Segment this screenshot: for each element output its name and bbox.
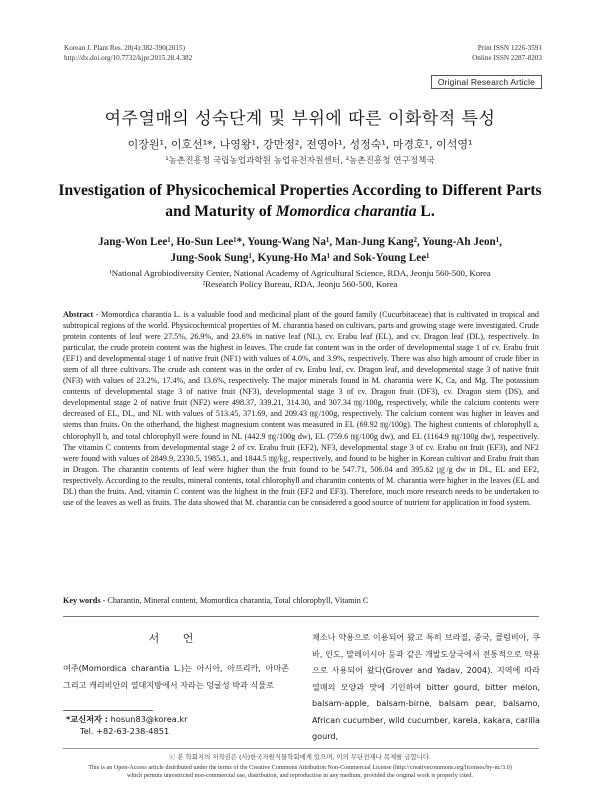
footnote-tel: Tel. +82-63-238-4851 xyxy=(80,726,170,736)
title-suffix: L. xyxy=(416,203,435,220)
title-prefix: and Maturity of xyxy=(165,203,276,220)
abstract-text: - Momordica charantia L. is a valuable food and medicinal plant of the gourd family (Cucurbitaceae) that is cultivated in tropical and subtropical regions of the world. Physicochemical properties of M. charantia based on cultivars, parts and growing stage were investigated. Crude protein contents of leaf were 27.5%, 26.9%, and 23.6% in native leaf (NL), cv. Erabu leaf (EL), and cv. Dragon leaf (DL), respectively. In particular, the crude protein content was the highest in leaves. The crude fat content was in the order of developmental stage 1 of cv. Erabu fruit (EF1) and developmental stage 1 of native fruit (NF1) with values of 4.0%, and 3.9%, respectively. There was also high amount of crude fiber in stem of all three cultivars. The crude ash content was in the order of cv. Erabu leaf, cv. Dragon leaf, and developmental stage 3 of native fruit (NF3) with values of 23.2%, 17.4%, and 13.6%, respectively. The major minerals found in M. charantia were K, Ca, and Mg. The potassium contents of developmental stage 3 of native fruit (NF3), developmental stage 3 of cv. Dragon fruit (DF3), cv. Dragon stem (DS), and developmental stage 2 of native fruit (NF2) were 498.37, 339.21, 314.30, and 307.34 ㎎/100g, respectively, while the calcium contents were decreased of EL, DL, and NL with values of 513.45, 371.69, and 209.43 ㎎/100g, respectively. The calcium content was higher in leaves and stems than fruits. On the otherhand, the highest magnesium content was measured in EL (69.92 ㎎/100g). The highest contents of chlorophyll a, chlorophyll b, and total chlorophyll were found in NL (442.9 ㎎/100g dw), EL (759.6 ㎎/100g dw), and EL (1164.9 ㎎/100g dw), respectively. The vitamin C contents from developmental stage 2 of cv. Erabu fruit (EF2), NF3, developmental stage 3 of cv. Erabu on fruit (EF3), and NF2 were found with values of 2849.9, 2330.5, 1985.1, and 1844.5 ㎎/㎏, respectively, and found to be higher in Korean cultivar and Erabu fruit than in Dragon. The charantin contents of leaf were higher than the fruit found to be 547.71, 506.04 and 395.62 ㎍/g dw in DL, EL and EF2, respectively. According to the results, mineral contents, total chlorophyll and charantin contents of M. charantia were higher in the leaves (EL and DL) than the fruits. And, vitamin C content was the highest in the fruit (EF2 and EF3). Therefore, much more research needs to be undertaken to use of the leaves as well as fruits. The data showed that M. charantia can be considered a good source of nutrient for application in food system. xyxy=(63,310,539,507)
footnote-email[interactable]: hosun83@korea.kr xyxy=(108,714,188,724)
english-authors-line1: Jang-Won Lee¹, Ho-Sun Lee¹*, Young-Wang Na¹, Man-Jung Kang², Young-Ah Jeon¹, xyxy=(98,236,502,248)
footer-divider xyxy=(63,748,539,749)
abstract-label: Abstract xyxy=(63,310,94,319)
introduction-left-column: 여주(Momordica charantia L.)는 아시아, 아프리카, 아마존 그리고 캐리비안의 열대지방에서 자라는 덩굴성 박과 식물로 xyxy=(63,663,289,690)
english-affiliation-line2: ²Research Policy Bureau, RDA, Jeonju 560-500, Korea xyxy=(202,279,398,289)
license-line1: This is an Open-Access article distributed under the terms of the Creative Commons Attribution Non-Commercial License (http://creativecommons.org/licenses/by-nc/3.0) xyxy=(88,764,512,771)
footnote-divider xyxy=(63,710,153,711)
article-type-badge: Original Research Article xyxy=(431,75,542,89)
english-affiliation-line1: ¹National Agrobiodiversity Center, National Academy of Agricultural Science, RDA, Jeonju 560-500, Korea xyxy=(109,268,491,278)
footnote-email-line xyxy=(66,713,188,725)
english-title-line2 xyxy=(40,201,560,222)
keywords-text: - Charantin, Mineral content, Momordica charantia, Total chlorophyll, Vitamin C xyxy=(100,596,369,605)
license-notice xyxy=(40,764,560,780)
section-divider xyxy=(63,616,539,617)
doi-link[interactable]: http://dx.doi.org/10.7732/kjpr.2015.28.4.382 xyxy=(64,54,193,62)
korean-authors: 이장원¹, 이호선¹*, 나영왕¹, 강만정², 전영아¹, 성정숙¹, 마경호¹, 이석영¹ xyxy=(127,138,473,151)
online-issn: Online ISSN 2287-8203 xyxy=(472,54,542,62)
corresponding-author-footnote xyxy=(66,713,188,737)
journal-citation: Korean J. Plant Res. 28(4):382-390(2015) xyxy=(64,44,185,52)
journal-header-left xyxy=(64,43,192,63)
korean-title: 여주열매의 성숙단계 및 부위에 따른 이화학적 특성 xyxy=(104,109,496,129)
keywords xyxy=(63,595,539,606)
korean-affiliation: ¹농촌진흥청 국립농업과학원 농업유전자원센터, ²농촌진흥청 연구정책국 xyxy=(165,156,435,166)
english-authors-line2: Jung-Sook Sung¹, Kyung-Ho Ma¹ and Sok-Young Lee¹ xyxy=(170,252,430,264)
english-affiliation xyxy=(40,268,560,290)
footnote-label: *교신저자 : xyxy=(66,714,109,724)
copyright-notice: ⓒ 본 학회지의 저작권은 (사)한국자원식물학회에게 있으며, 이의 무단전재나 복제를 금합니다. xyxy=(168,753,432,761)
abstract xyxy=(63,309,539,508)
license-line2: which permits unrestricted non-commercial use, distribution, and reproduction in any medium, provided the original work is properly cited. xyxy=(127,772,473,779)
keywords-label: Key words xyxy=(63,596,101,605)
journal-header-right xyxy=(472,43,542,63)
introduction-right-column: 채소나 약용으로 이용되어 왔고 특히 브라질, 중국, 콜럼비아, 쿠바, 인도, 말레이시아 등과 같은 개발도상국에서 전통적으로 약용으로 사용되어 왔다(Grover and Yadav, 2004). 지역에 따라 열매의 모양과 맛에 기인하여 bitter gourd, bitter melon, balsam-apple, balsam-birne, balsam pear, balsamo, African cucumber, wild cucumber, karela, kakara, carilla gourd, xyxy=(312,632,540,741)
english-title xyxy=(40,180,560,222)
english-authors xyxy=(40,234,560,266)
introduction-heading: 서 언 xyxy=(148,632,204,645)
english-title-line1: Investigation of Physicochemical Properties According to Different Parts xyxy=(58,182,542,199)
print-issn: Print ISSN 1226-3591 xyxy=(477,44,542,52)
title-species: Momordica charantia xyxy=(275,203,417,220)
